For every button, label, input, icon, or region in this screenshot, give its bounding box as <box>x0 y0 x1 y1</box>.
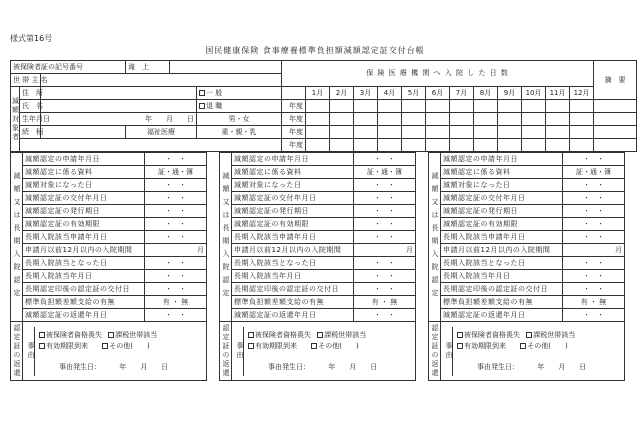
block-row <box>11 153 207 166</box>
block-row-label: 長期入院該当申請年月日 <box>23 231 145 244</box>
month-12: 12月 <box>570 87 594 100</box>
reason-option: 被保険者資格喪失 <box>255 330 311 339</box>
relation-extra <box>20 139 282 152</box>
reason-option: 課税世帯該当 <box>324 330 367 339</box>
block-row <box>220 244 416 257</box>
block-row-label: 長期入院該当年月日 <box>232 270 354 283</box>
block-row-label: 減額認定の申請年月日 <box>441 153 563 166</box>
block-row-label: 長期入院該当年月日 <box>23 270 145 283</box>
block-row <box>429 309 625 322</box>
checkbox-icon[interactable] <box>248 343 254 349</box>
block-row-value: ・ ・ <box>354 283 416 296</box>
registry-top-table <box>10 60 637 152</box>
block-row-label: 減額認定証の返還年月日 <box>232 309 354 322</box>
name-value <box>41 100 197 113</box>
block-row-label: 長期認定印後の認定証の交付日 <box>232 283 354 296</box>
block-row-value: ・ ・ <box>145 257 207 270</box>
block-row <box>11 205 207 218</box>
block-row <box>429 257 625 270</box>
block-row <box>220 192 416 205</box>
reason-date-units: 年 月 日 <box>537 362 587 371</box>
checkbox-icon[interactable] <box>457 332 463 338</box>
page-title: 国民健康保険 食事療養標準負担額減額認定証交付台帳 <box>205 46 425 55</box>
block-row-value: ・ ・ <box>354 153 416 166</box>
block-row <box>429 153 625 166</box>
block-row <box>11 296 207 309</box>
reason-option: その他( ) <box>318 341 359 350</box>
reason-date-units: 年 月 日 <box>328 362 378 371</box>
block-row-label: 減額認定の申請年月日 <box>23 153 145 166</box>
block-row-value: ・ ・ <box>354 231 416 244</box>
address-option-general: 一 般 <box>197 87 282 100</box>
block-row <box>220 309 416 322</box>
reason-label: 事由 <box>441 327 453 376</box>
block-row-label: 減額認定証の発行期日 <box>23 205 145 218</box>
reduction-block-2 <box>219 152 416 381</box>
checkbox-icon[interactable] <box>199 90 205 96</box>
year-label: 年度 <box>282 113 306 126</box>
block-row <box>429 283 625 296</box>
block-row <box>11 270 207 283</box>
block-row-label: 長期入院該当申請年月日 <box>441 231 563 244</box>
block-row-label: 申請月以前12月以内の入院期間 <box>23 244 145 257</box>
month-3: 3月 <box>354 87 378 100</box>
dob-label: 生年月日 <box>20 113 41 126</box>
month-8: 8月 <box>474 87 498 100</box>
block-row <box>429 244 625 257</box>
block-row-label: 減額認定証の交付年月日 <box>441 192 563 205</box>
block-row-value: ・ ・ <box>563 205 625 218</box>
block-row <box>11 257 207 270</box>
checkbox-icon[interactable] <box>311 343 317 349</box>
reason-option: 有効期限到来 <box>464 341 506 350</box>
address-label: 住 所 <box>20 87 41 100</box>
block-row-value: ・ ・ <box>354 270 416 283</box>
block-row-value: ・ ・ <box>563 192 625 205</box>
household-head-value <box>41 74 282 87</box>
block-row-label: 減額認定に係る資料 <box>441 166 563 179</box>
reduction-block-3 <box>428 152 625 381</box>
month-1: 1月 <box>306 87 330 100</box>
block-row-label: 申請月以前12月以内の入院期間 <box>232 244 354 257</box>
block-row-label: 減額認定証の返還年月日 <box>23 309 145 322</box>
block-row <box>429 205 625 218</box>
block-row-label: 減額認定証の交付年月日 <box>23 192 145 205</box>
checkbox-icon[interactable] <box>108 332 114 338</box>
reason-date-label: 事由発生日： <box>268 362 310 371</box>
checkbox-icon[interactable] <box>526 332 532 338</box>
block-row-label: 減額認定の申請年月日 <box>232 153 354 166</box>
year-label: 年度 <box>282 126 306 139</box>
block-row <box>220 205 416 218</box>
hospital-days-header: 保 険 医 療 機 関 へ 入 院 し た 日 数 <box>282 61 594 87</box>
block-row-label: 減額認定証の返還年月日 <box>441 309 563 322</box>
block-row-value: ・ ・ <box>354 257 416 270</box>
sex-value: 男・女 <box>197 113 282 126</box>
block-row-value: ・ ・ <box>145 179 207 192</box>
block-row <box>11 192 207 205</box>
checkbox-icon[interactable] <box>39 343 45 349</box>
checkbox-icon[interactable] <box>520 343 526 349</box>
checkbox-icon[interactable] <box>248 332 254 338</box>
block-row <box>220 257 416 270</box>
checkbox-icon[interactable] <box>102 343 108 349</box>
block-side-label: 減額又は長期入院認定 <box>220 153 232 322</box>
block-row <box>429 179 625 192</box>
block-row-label: 減額認定証の有効期限 <box>23 218 145 231</box>
block-row-label: 標準負担額差額支給の有無 <box>441 296 563 309</box>
dob-value: 年 月 日 <box>41 113 197 126</box>
block-row <box>11 179 207 192</box>
block-row-label: 長期入院該当申請年月日 <box>232 231 354 244</box>
block-row-value: ・ ・ <box>563 218 625 231</box>
block-row <box>11 166 207 179</box>
block-row <box>429 218 625 231</box>
insurer-number-value: 滝 上 <box>126 61 170 74</box>
block-row-label: 減額認定証の有効期限 <box>441 218 563 231</box>
block-row-label: 長期入院該当年月日 <box>441 270 563 283</box>
year-label: 年度 <box>282 139 306 152</box>
block-row-value: ・ ・ <box>563 257 625 270</box>
month-blank <box>282 87 306 100</box>
block-row-value: ・ ・ <box>563 179 625 192</box>
block-row-label: 長期認定印後の認定証の交付日 <box>441 283 563 296</box>
welfare-label: 福祉医療 <box>126 126 197 139</box>
reason-option: 有効期限到来 <box>46 341 88 350</box>
block-row-value: ・ ・ <box>145 218 207 231</box>
block-row-value: ・ ・ <box>145 283 207 296</box>
block-row-value: ・ ・ <box>354 309 416 322</box>
block-row-value: 有 ・ 無 <box>354 296 416 309</box>
block-row-value: 証・通・簿 <box>145 166 207 179</box>
month-5: 5月 <box>402 87 426 100</box>
block-row <box>429 296 625 309</box>
insurer-number-blank <box>170 61 282 74</box>
block-row-label: 申請月以前12月以内の入院期間 <box>441 244 563 257</box>
block-row-label: 減額対象になった日 <box>23 179 145 192</box>
block-row <box>220 283 416 296</box>
block-row <box>11 283 207 296</box>
return-label: 認定証の返還 <box>220 322 232 381</box>
address-value <box>41 87 197 100</box>
block-row-value: ・ ・ <box>145 270 207 283</box>
block-row-value: 月 <box>145 244 207 257</box>
address-option-retired: 退 職 <box>197 100 282 113</box>
reason-option: 被保険者資格喪失 <box>464 330 520 339</box>
household-head-label: 世 帯 主 名 <box>11 74 41 87</box>
return-label: 認定証の返還 <box>11 322 23 381</box>
block-row-label: 減額認定に係る資料 <box>232 166 354 179</box>
block-row-value: ・ ・ <box>563 309 625 322</box>
block-row-value: 月 <box>563 244 625 257</box>
block-row <box>220 153 416 166</box>
block-row-value: ・ ・ <box>145 153 207 166</box>
reason-date-units: 年 月 日 <box>119 362 169 371</box>
reason-option: 課税世帯該当 <box>533 330 576 339</box>
block-row <box>11 231 207 244</box>
block-row <box>11 244 207 257</box>
welfare-types: 重・親・乳 <box>197 126 282 139</box>
block-row-value: ・ ・ <box>145 205 207 218</box>
block-row <box>220 218 416 231</box>
block-row <box>429 166 625 179</box>
block-row-value: ・ ・ <box>354 179 416 192</box>
block-row <box>429 231 625 244</box>
relation-value <box>41 126 126 139</box>
checkbox-icon[interactable] <box>39 332 45 338</box>
month-7: 7月 <box>450 87 474 100</box>
block-side-label: 減額又は長期入院認定 <box>11 153 23 322</box>
block-row <box>11 218 207 231</box>
block-row-label: 減額認定証の交付年月日 <box>232 192 354 205</box>
month-9: 9月 <box>498 87 522 100</box>
block-row <box>220 166 416 179</box>
block-row-value: 有 ・ 無 <box>563 296 625 309</box>
month-2: 2月 <box>330 87 354 100</box>
reason-option: その他( ) <box>109 341 150 350</box>
reason-option: 被保険者資格喪失 <box>46 330 102 339</box>
month-6: 6月 <box>426 87 450 100</box>
block-row-value: ・ ・ <box>145 309 207 322</box>
block-row <box>11 309 207 322</box>
return-label: 認定証の返還 <box>429 322 441 381</box>
checkbox-icon[interactable] <box>317 332 323 338</box>
reason-date-label: 事由発生日： <box>59 362 101 371</box>
block-row-value: ・ ・ <box>563 153 625 166</box>
reason-option: 有効期限到来 <box>255 341 297 350</box>
block-row-value: 月 <box>354 244 416 257</box>
block-row <box>220 231 416 244</box>
reason-label: 事由 <box>23 327 35 376</box>
block-row-value: 証・通・簿 <box>354 166 416 179</box>
block-side-label: 減額又は長期入院認定 <box>429 153 441 322</box>
block-row-value: 有 ・ 無 <box>145 296 207 309</box>
block-row-value: ・ ・ <box>354 218 416 231</box>
form-id: 様式第16号 <box>10 34 53 43</box>
month-10: 10月 <box>522 87 546 100</box>
checkbox-icon[interactable] <box>199 103 205 109</box>
block-row-value: ・ ・ <box>354 205 416 218</box>
block-row-label: 減額認定に係る資料 <box>23 166 145 179</box>
block-row <box>220 296 416 309</box>
block-row <box>220 270 416 283</box>
block-row-value: ・ ・ <box>145 192 207 205</box>
block-row-value: ・ ・ <box>354 192 416 205</box>
checkbox-icon[interactable] <box>457 343 463 349</box>
reason-label: 事由 <box>232 327 244 376</box>
block-row-label: 長期入院該当となった日 <box>232 257 354 270</box>
reduction-block-1 <box>10 152 207 381</box>
block-row-label: 標準負担額差額支給の有無 <box>232 296 354 309</box>
block-row-label: 減額対象になった日 <box>441 179 563 192</box>
month-11: 11月 <box>546 87 570 100</box>
name-label: 氏 名 <box>20 100 41 113</box>
block-row-label: 減額認定証の有効期限 <box>232 218 354 231</box>
block-row-label: 長期入院該当となった日 <box>441 257 563 270</box>
block-row-label: 減額認定証の発行期日 <box>232 205 354 218</box>
insurer-number-label: 被保険者証の記号番号 <box>11 61 126 74</box>
block-row <box>429 192 625 205</box>
target-person-label: 減額対象者 <box>11 87 20 152</box>
block-row-value: ・ ・ <box>563 231 625 244</box>
month-4: 4月 <box>378 87 402 100</box>
block-row <box>220 179 416 192</box>
block-row <box>429 270 625 283</box>
block-row-label: 減額対象になった日 <box>232 179 354 192</box>
block-row-value: ・ ・ <box>145 231 207 244</box>
reason-option: その他( ) <box>527 341 568 350</box>
reason-option: 課税世帯該当 <box>115 330 158 339</box>
relation-label: 続 柄 <box>20 126 41 139</box>
reason-date-label: 事由発生日： <box>477 362 519 371</box>
block-row-label: 長期入院該当となった日 <box>23 257 145 270</box>
block-row-value: 証・通・簿 <box>563 166 625 179</box>
block-row-value: ・ ・ <box>563 270 625 283</box>
block-row-label: 長期認定印後の認定証の交付日 <box>23 283 145 296</box>
block-row-value: ・ ・ <box>563 283 625 296</box>
year-label: 年度 <box>282 100 306 113</box>
summary-header: 摘 要 <box>594 61 637 100</box>
block-row-label: 標準負担額差額支給の有無 <box>23 296 145 309</box>
block-row-label: 減額認定証の発行期日 <box>441 205 563 218</box>
